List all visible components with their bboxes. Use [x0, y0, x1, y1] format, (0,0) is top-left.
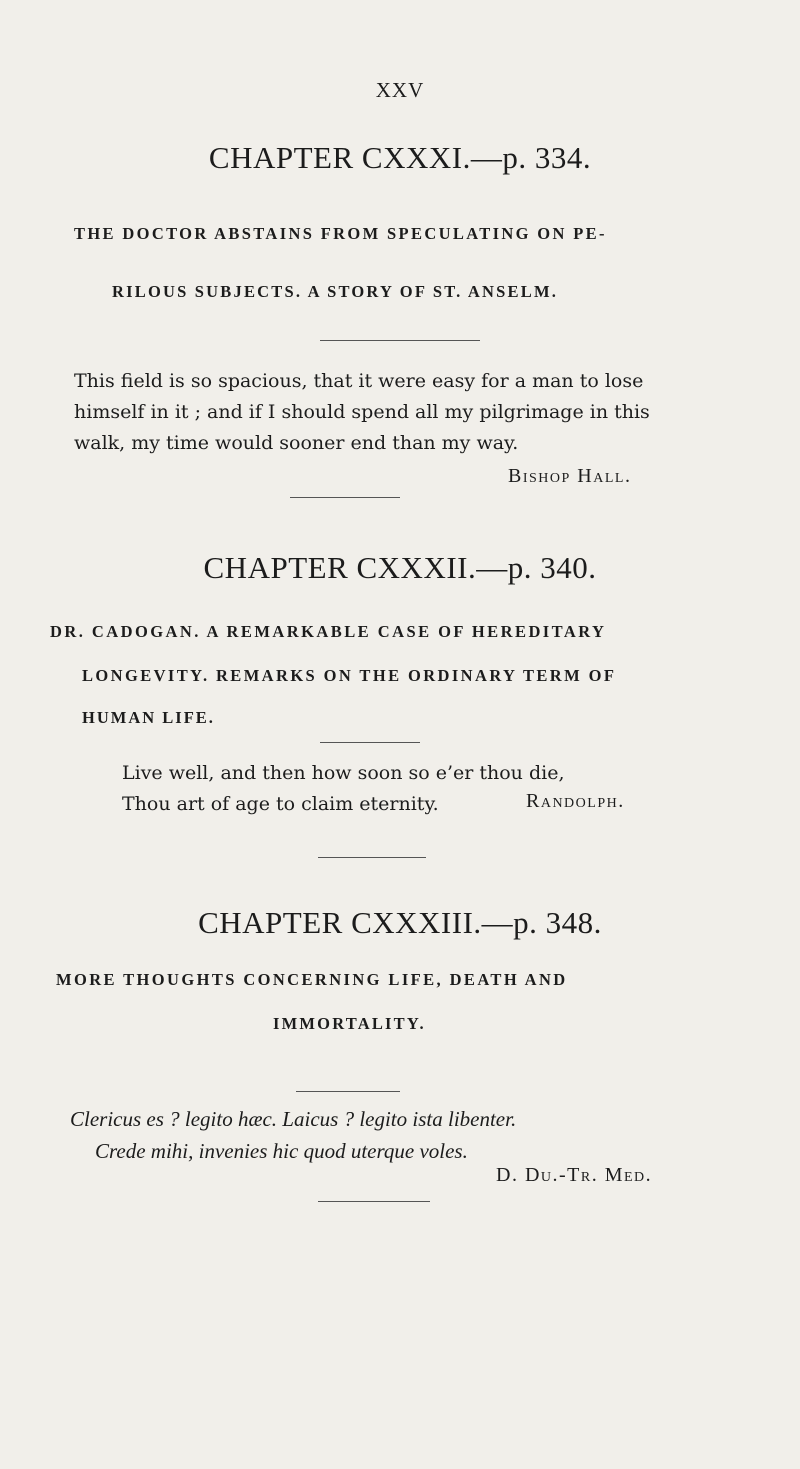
epigraph-attribution: D. Du.-Tr. Med.	[496, 1164, 653, 1186]
epigraph-line: himself in it ; and if I should spend all my pilgrimage in this	[74, 401, 650, 423]
epigraph-line: Clericus es ? legito hæc. Laicus ? legito ista libenter.	[70, 1107, 517, 1131]
epigraph-line: Crede mihi, invenies hic quod uterque voles.	[95, 1139, 468, 1163]
epigraph-line: This field is so spacious, that it were easy for a man to lose	[74, 370, 644, 392]
summary-line: DR. CADOGAN. A REMARKABLE CASE OF HEREDITARY	[50, 622, 607, 641]
divider	[320, 742, 420, 743]
epigraph-line: Live well, and then how soon so e’er thou die,	[122, 762, 565, 784]
divider	[296, 1091, 400, 1092]
chapter-heading: CHAPTER CXXXI.—p. 334.	[208, 140, 592, 175]
summary-line: IMMORTALITY.	[273, 1014, 426, 1033]
divider	[318, 857, 426, 858]
chapter-heading: CHAPTER CXXXIII.—p. 348.	[198, 905, 602, 940]
epigraph-attribution: Randolph.	[526, 790, 625, 812]
page-number: XXV	[375, 78, 425, 102]
summary-line: RILOUS SUBJECTS. A STORY OF ST. ANSELM.	[112, 282, 559, 301]
divider	[320, 340, 480, 341]
summary-line: THE DOCTOR ABSTAINS FROM SPECULATING ON PE-	[74, 224, 607, 243]
summary-line: HUMAN LIFE.	[82, 708, 215, 727]
divider	[290, 497, 400, 498]
epigraph-line: Thou art of age to claim eternity.	[122, 793, 439, 815]
chapter-heading: CHAPTER CXXXII.—p. 340.	[203, 550, 597, 585]
divider	[318, 1201, 430, 1202]
epigraph-attribution: Bishop Hall.	[508, 465, 632, 487]
summary-line: MORE THOUGHTS CONCERNING LIFE, DEATH AND	[56, 970, 568, 989]
epigraph-line: walk, my time would sooner end than my way.	[74, 432, 519, 454]
summary-line: LONGEVITY. REMARKS ON THE ORDINARY TERM OF	[82, 666, 617, 685]
